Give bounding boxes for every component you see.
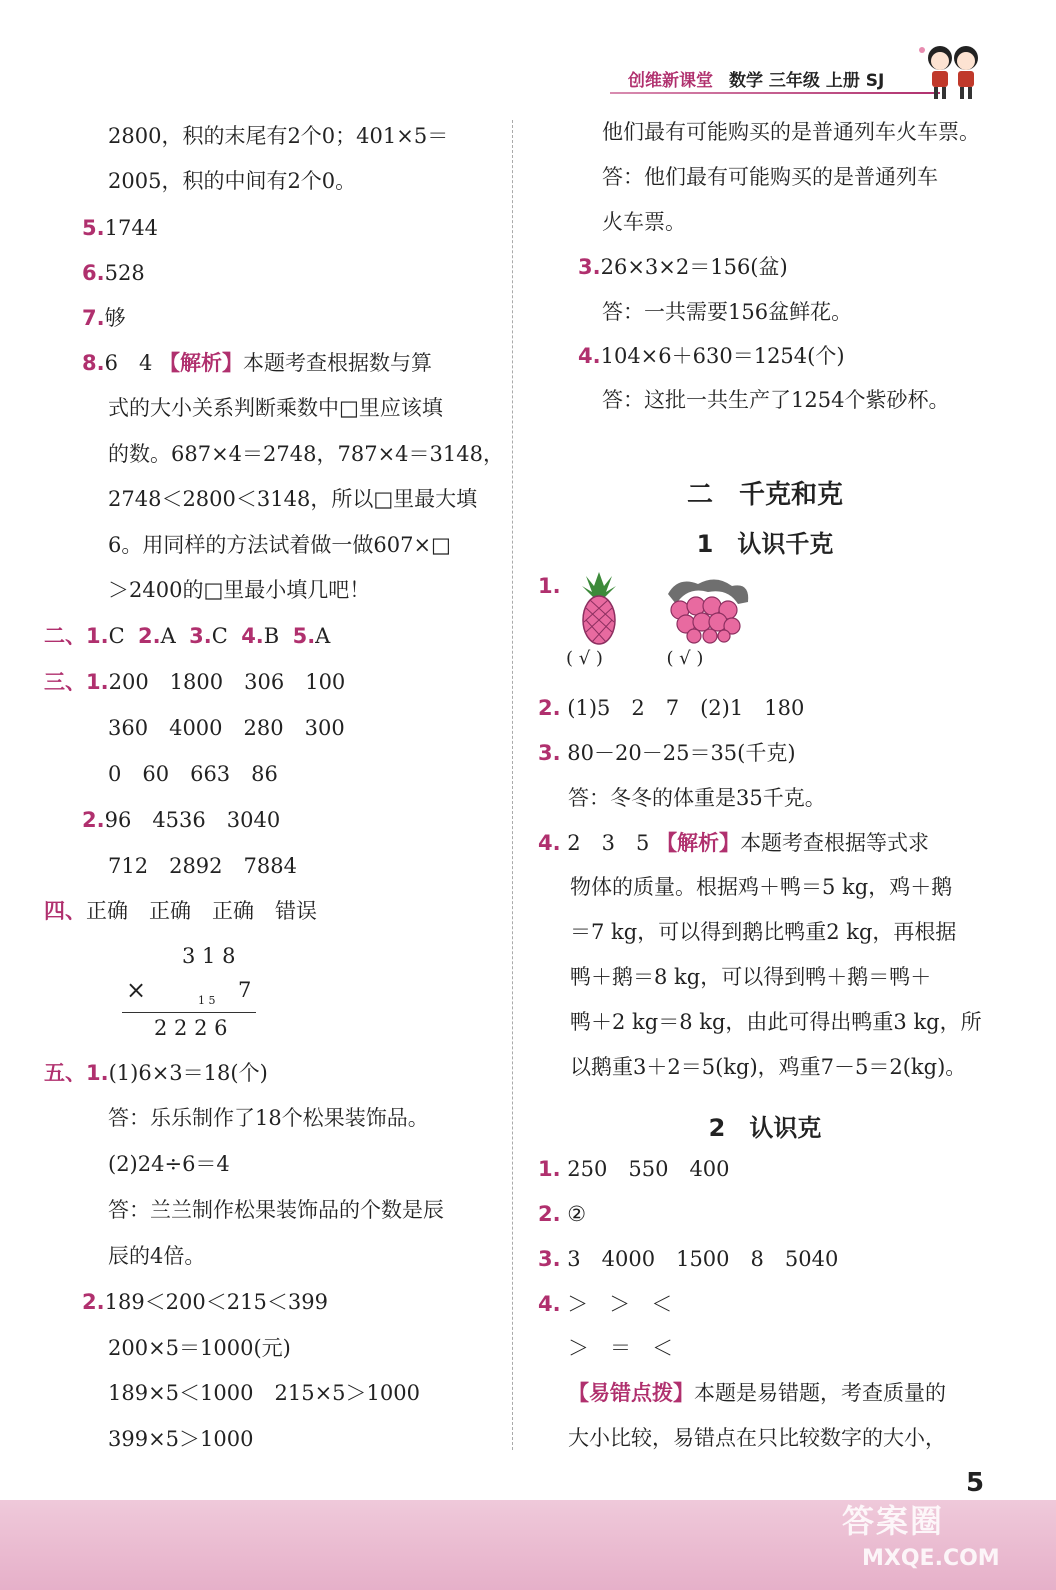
section-3-answers [44, 666, 345, 698]
section-number: 三、 [44, 670, 86, 694]
brand-name: 创维新课堂 [628, 71, 713, 91]
mascot-kids-icon [912, 40, 992, 102]
answer-5-2 [82, 1286, 328, 1318]
text-line: 的数。687×4＝2748，787×4＝3148， [108, 442, 504, 466]
answer-k2 [538, 692, 804, 724]
item-number: 5. [82, 216, 105, 240]
item-number: 7. [82, 306, 105, 330]
text-line: 360 4000 280 300 [108, 716, 345, 740]
answer-text: 正确 正确 正确 错误 [86, 899, 317, 923]
answer-text: A [315, 624, 331, 648]
unit-title: 二 千克和克 [686, 480, 843, 510]
item-number: 4. [578, 344, 601, 368]
lesson-title: 2 认识克 [708, 1114, 822, 1142]
answer-text: 200 1800 306 100 [108, 670, 346, 694]
answer-5-1 [44, 1057, 268, 1089]
answer-6 [82, 257, 145, 289]
text-line: 答：这批一共生产了1254个紫砂杯。 [602, 388, 950, 412]
text-line: 答：一共需要156盆鲜花。 [602, 300, 853, 324]
item-number: 2. [82, 1290, 105, 1314]
answer-text: 1744 [104, 216, 159, 240]
item-number: 4. [538, 1292, 561, 1316]
answer-text: B [263, 624, 280, 648]
text-line: 物体的质量。根据鸡＋鸭＝5 kg，鸡＋鹅 [570, 875, 953, 899]
answer-text: 96 4536 3040 [104, 808, 281, 832]
item-number: 2. [538, 1202, 561, 1226]
text-line: 大小比较，易错点在只比较数字的大小， [568, 1426, 946, 1450]
watermark-url: MXQE.COM [862, 1546, 1000, 1571]
answer-text: ＞ ＞ ＜ [567, 1292, 673, 1316]
answer-3 [578, 251, 788, 283]
answer-text: 够 [104, 306, 126, 330]
carry-digits: 1 5 [198, 994, 216, 1007]
answer-text: 2 3 5 [567, 831, 650, 855]
item-number: 1. [86, 1061, 109, 1085]
section-number: 二、 [44, 624, 86, 648]
answer-text: (1)6×3＝18(个) [108, 1061, 268, 1085]
product-rule [122, 1012, 256, 1013]
section-number: 四、 [44, 899, 86, 923]
answer-5 [82, 212, 158, 244]
times-sign: × [126, 976, 147, 1004]
answer-text: 104×6＋630＝1254(个) [600, 344, 845, 368]
text-line: 鸭＋2 kg＝8 kg，由此可得出鸭重3 kg，所 [570, 1010, 982, 1034]
item-number: 5. [292, 624, 316, 648]
answer-k4 [538, 827, 929, 859]
answer-g2 [538, 1198, 586, 1230]
item-number: 3. [189, 624, 212, 648]
product: 2 2 2 6 [154, 1016, 228, 1040]
answer-3-2 [82, 804, 280, 836]
lesson-title: 1 认识千克 [696, 530, 834, 558]
tip-line [568, 1377, 946, 1409]
check-answers [566, 648, 703, 669]
watermark-logo: 答案圈 [842, 1502, 945, 1540]
multiplier: 7 [238, 978, 252, 1002]
vertical-multiplication [80, 940, 260, 1040]
answer-text: 80－20－25＝35(千克) [567, 741, 796, 765]
answer-text: C [211, 624, 228, 648]
book-info: 数学 三年级 上册 SJ [729, 71, 885, 91]
answer-text: 189＜200＜215＜399 [104, 1290, 328, 1314]
text-line: 200×5＝1000(元) [108, 1336, 291, 1360]
text-line: 2800，积的末尾有2个0；401×5＝ [108, 124, 449, 148]
header-title [628, 66, 884, 91]
page-number: 5 [966, 1468, 985, 1498]
answer-g3 [538, 1243, 838, 1275]
text-line: 答：他们最有可能购买的是普通列车 [602, 165, 938, 189]
multiplicand: 3 1 8 [182, 944, 236, 968]
answer-text: ② [567, 1202, 587, 1226]
item-number: 3. [538, 1247, 561, 1271]
analysis-tag: 【解析】 [656, 831, 741, 855]
text-line: 答：兰兰制作松果装饰品的个数是辰 [108, 1198, 444, 1222]
answer-text: 250 550 400 [567, 1157, 730, 1181]
tip-text: 本题是易错题，考查质量的 [694, 1381, 946, 1405]
answer-text: 6 4 [104, 351, 153, 375]
item-number [538, 570, 561, 602]
item-number: 4. [241, 624, 264, 648]
text-line: 6。用同样的方法试着做一做607×□ [108, 533, 451, 557]
item-number: 4. [538, 831, 561, 855]
text-line: 2748＜2800＜3148，所以□里最大填 [108, 487, 478, 511]
item-number: 3. [538, 741, 561, 765]
text-line: 辰的4倍。 [108, 1244, 206, 1268]
item-number: 1. [538, 574, 561, 598]
item-number: 1. [538, 1157, 561, 1181]
text-line: 火车票。 [602, 210, 686, 234]
column-divider [512, 120, 513, 1450]
item-number: 8. [82, 351, 105, 375]
text-line: 答：冬冬的体重是35千克。 [568, 786, 826, 810]
answer-g1 [538, 1153, 730, 1185]
item-number: 1. [86, 624, 109, 648]
analysis-text: 本题考查根据等式求 [740, 831, 930, 855]
question-pictures [570, 570, 770, 650]
text-line: 189×5＜1000 215×5＞1000 [108, 1381, 420, 1405]
answer-text: 3 4000 1500 8 5040 [567, 1247, 839, 1271]
answer-g4 [538, 1288, 672, 1320]
text-line: 0 60 663 86 [108, 762, 278, 786]
header-underline [610, 92, 940, 94]
item-number: 6. [82, 261, 105, 285]
section-4-answers [44, 895, 317, 927]
text-line: 712 2892 7884 [108, 854, 297, 878]
text-line: ＞ ＝ ＜ [568, 1336, 673, 1360]
answer-k3 [538, 737, 796, 769]
text-line: 答：乐乐制作了18个松果装饰品。 [108, 1106, 429, 1130]
text-line: 以鹅重3＋2＝5(kg)，鸡重7－5＝2(kg)。 [570, 1055, 967, 1079]
pineapple-icon [574, 570, 624, 646]
text-line: 鸭＋鹅＝8 kg，可以得到鸭＋鹅＝鸭＋ [570, 965, 932, 989]
answer-4 [578, 340, 845, 372]
tip-tag: 【易错点拨】 [568, 1381, 694, 1405]
text-line: 2005，积的中间有2个0。 [108, 169, 357, 193]
answer-text: 528 [104, 261, 145, 285]
answer-text: 26×3×2＝156(盆) [600, 255, 788, 279]
text-line: 式的大小关系判断乘数中□里应该填 [108, 396, 443, 420]
text-line: 399×5＞1000 [108, 1427, 254, 1451]
item-number: 3. [578, 255, 601, 279]
text-line: 他们最有可能购买的是普通列车火车票。 [602, 120, 980, 144]
analysis-text: 本题考查根据数与算 [243, 351, 433, 375]
grapes-icon [658, 574, 754, 644]
section-number: 五、 [44, 1061, 86, 1085]
item-number: 1. [86, 670, 109, 694]
item-number: 2. [82, 808, 105, 832]
page-header [0, 40, 1056, 110]
text-line: ＞2400的□里最小填几吧！ [108, 578, 371, 602]
section-2-answers [44, 620, 330, 652]
text-line: (2)24÷6＝4 [108, 1152, 230, 1176]
analysis-tag: 【解析】 [159, 351, 244, 375]
answer-8 [82, 347, 432, 379]
check-mark-a: ( √ ) [566, 648, 603, 669]
check-mark-b: ( √ ) [666, 648, 704, 669]
item-number: 2. [538, 696, 561, 720]
answer-text: C [108, 624, 125, 648]
answer-text: A [160, 624, 176, 648]
text-line: ＝7 kg，可以得到鹅比鸭重2 kg，再根据 [570, 920, 957, 944]
item-number: 2. [138, 624, 161, 648]
answer-text: (1)5 2 7 (2)1 180 [567, 696, 805, 720]
answer-7 [82, 302, 126, 334]
